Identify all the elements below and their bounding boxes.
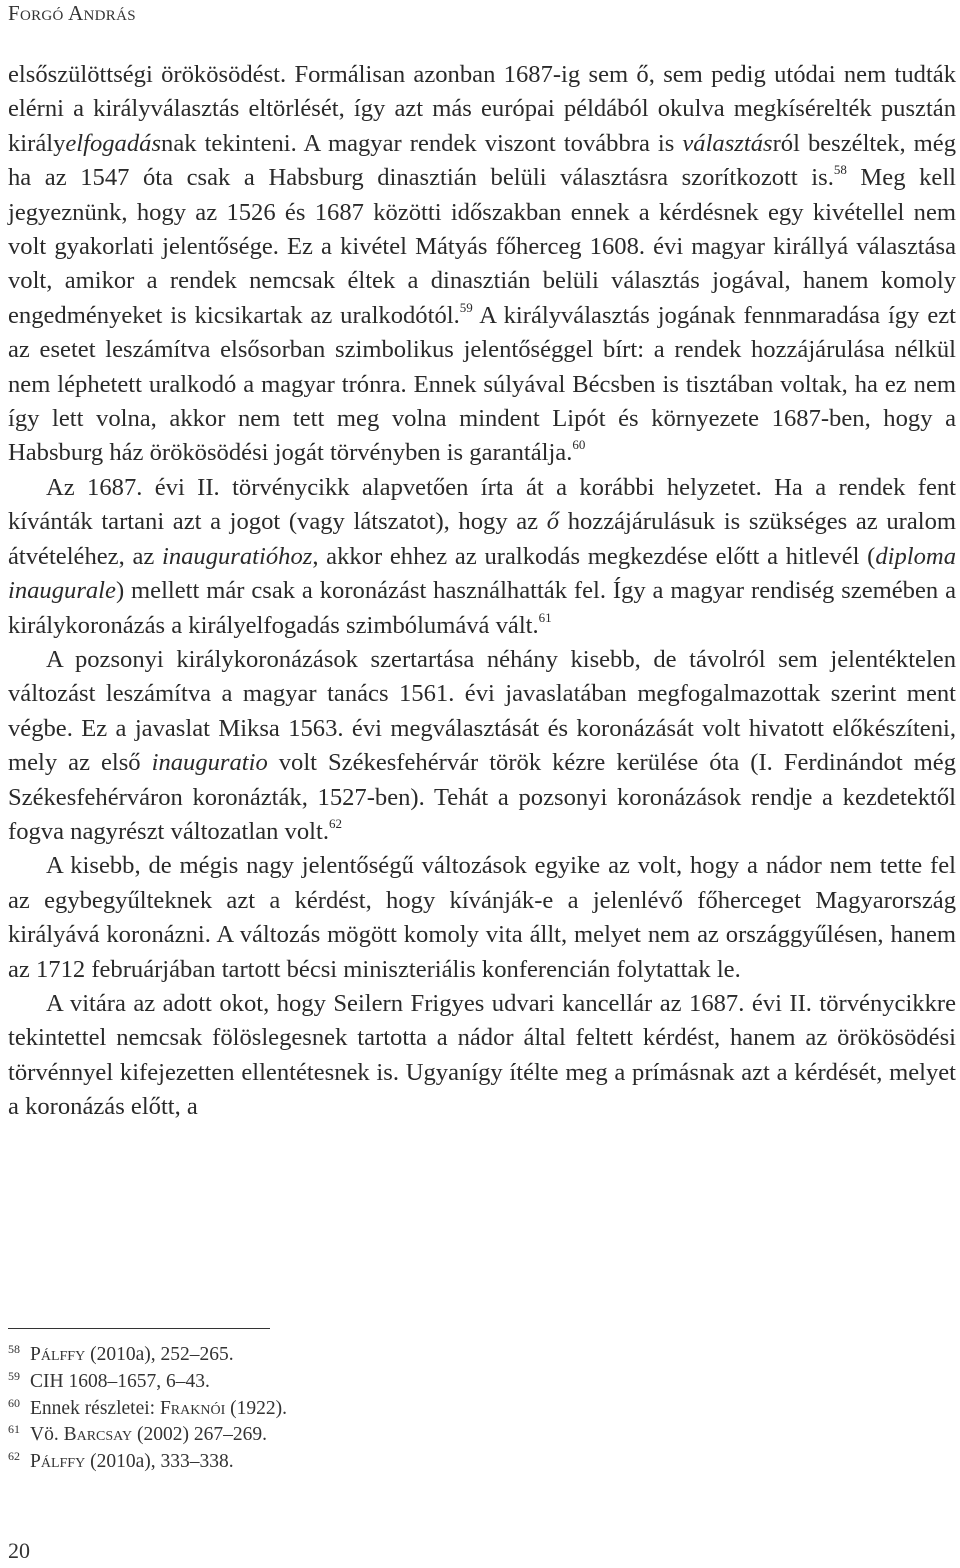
body-text [8, 58, 956, 1125]
running-head: Forgó András [8, 1, 136, 25]
footnote-ref[interactable]: 58 [833, 162, 847, 178]
footnote-item: 62 Pálffy (2010a), 333–338. [8, 1449, 234, 1473]
footnote-ref[interactable]: 62 [328, 815, 342, 831]
footnote-item: 58 Pálffy (2010a), 252–265. [8, 1342, 234, 1365]
paragraph: Az 1687. évi II. törvénycikk alapvetően írta át a korábbi helyzetet. Ha a rendek fent kívánták tartani azt a jogot (vagy látszatot), hogy az ő hozzájárulásuk is szükséges az uralom átvételéhez, az inauguratióhoz, akkor ehhez az uralkodás megkezdése előtt a hitlevél (diploma inaugurale) mellett már csak a koronázást használhatták fel. Így a magyar rendiség szemében a királykoronázás a királyelfogadás szimbólumává vált.$^{61}$ [8, 473, 957, 639]
paragraph: elsőszülöttségi örökösödést. Formálisan azonban 1687-ig sem ő, sem pedig utódai nem tudták elérni a királyválasztás eltörlését, így azt más európai példából okulva megkísérelték pusztán királyelfogadásnak tekinteni. A magyar rendek viszont továbbra is választásról beszéltek, még ha az 1547 óta csak a Habsburg dinasztián belüli választásra szorítkozott is.$^{58}$ Meg kell jegyeznünk, hogy az 1526 és 1687 közötti időszakban ennek a kérdésnek egy kivétellel nem volt gyakorlati jelentősége. Ez a kivétel Mátyás főherceg 1608. évi magyar királlyá választása volt, amikor a rendek nemcsak éltek a dinasztián belüli választás jogával, hanem komoly engedményeket is kicsikartak az uralkodótól.$^{59}$ A királyválasztás jogának fennmaradása így ezt az esetet leszámítva elsősorban szimbolikus jelentőséggel bírt: a rendek hozzájárulása nélkül nem léphetett uralkodó a magyar trónra. Ennek súlyával Bécsben is tisztában voltak, ha ez nem így lett volna, akkor nem tett meg volna mindent Lipót és környezete 1687-ben, hogy a Habsburg ház örökösödési jogát törvényben is garantálja.$^{60}$ [8, 61, 956, 467]
footnote-item: 61 Vö. Barcsay (2002) 267–269. [8, 1422, 267, 1446]
footnote-item: 60 Ennek részletei: Fraknói (1922). [8, 1395, 287, 1419]
paragraph: A kisebb, de mégis nagy jelentőségű változások egyike az volt, hogy a nádor nem tette fel az egybegyűlteknek azt a kérdést, hogy kívánják-e a jelenlévő főherceget Magyarország királyává koronázni. A változás mögött komoly vita állt, melyet nem az országgyűlésen, hanem az 1712 februárjában tartott bécsi miniszteriális konferencián folytattak le. [8, 852, 956, 983]
footnote-rule [8, 1328, 270, 1329]
paragraph: A vitára az adott okot, hogy Seilern Frigyes udvari kancellár az 1687. évi II. törvénycikkre tekintettel nemcsak fölöslegesnek tartotta a nádor által feltett kérdést, hanem az örökösödési törvénnyel kifejezetten ellentétesnek is. Ugyanígy ítélte meg a prímásnak azt a kérdését, melyet a koronázás előtt, a [8, 989, 956, 1121]
footnote-ref[interactable]: 60 [572, 437, 586, 453]
footnote-ref[interactable]: 59 [459, 299, 473, 315]
footnotes [8, 1342, 708, 1476]
paragraph: A pozsonyi királykoronázások szertartása néhány kisebb, de távolról sem jelentéktelen változást leszámítva a magyar tanács 1561. évi javaslatában megfogalmazottak szerint ment végbe. Ez a javaslat Miksa 1563. évi megválasztását és koronázását volt hivatott előkészíteni, mely az első inauguratio volt Székesfehérvár török kézre kerülése óta (I. Ferdinándot még Székesfehérváron koronázták, 1527-ben). Tehát a pozsonyi koronázások rendje a kezdetektől fogva nagyrészt változatlan volt.$^{62}$ [8, 645, 956, 845]
footnote-ref[interactable]: 61 [538, 609, 552, 625]
footnote-item: 59 CIH 1608–1657, 6–43. [8, 1368, 210, 1392]
page-number: 20 [8, 1538, 30, 1563]
